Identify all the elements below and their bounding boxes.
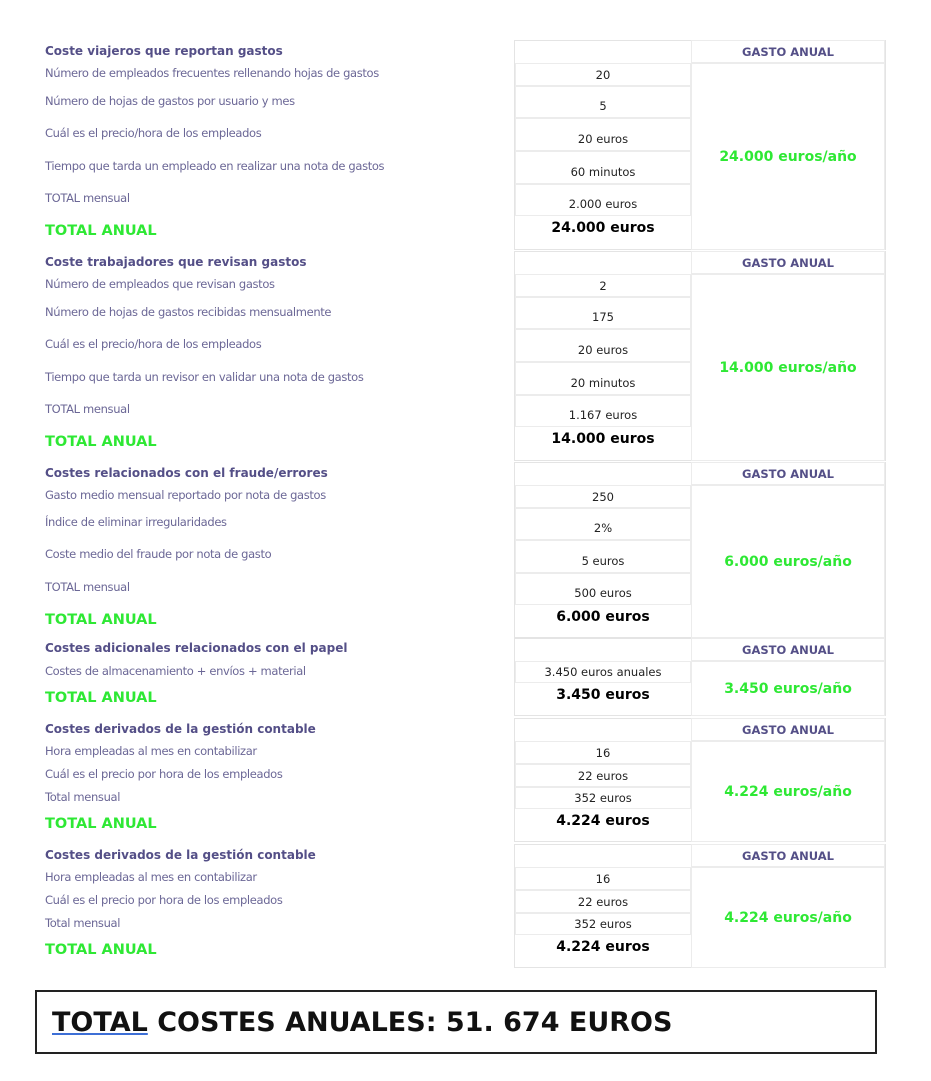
row-value: 2% (515, 508, 691, 540)
total-annual-label: TOTAL ANUAL (45, 434, 157, 450)
total-annual-label: TOTAL ANUAL (45, 690, 157, 706)
row-value: 175 (515, 297, 691, 329)
row-label: Número de empleados frecuentes rellenando hojas de gastos (45, 66, 379, 80)
annual-value: 14.000 euros/año (691, 274, 885, 461)
section-title: Costes adicionales relacionados con el papel (45, 641, 348, 655)
row-label: Tiempo que tarda un revisor en validar una nota de gastos (45, 370, 364, 384)
total-annual-value: 3.450 euros (556, 687, 650, 703)
row-value: 250 (515, 485, 691, 508)
section-title: Coste trabajadores que revisan gastos (45, 255, 307, 269)
section-title: Coste viajeros que reportan gastos (45, 44, 283, 58)
row-value: 16 (515, 867, 691, 890)
row-label: Número de hojas de gastos recibidas mensualmente (45, 305, 332, 319)
row-label: Costes de almacenamiento + envíos + material (45, 664, 306, 678)
annual-header: GASTO ANUAL (691, 718, 885, 741)
total-annual-value: 6.000 euros (556, 609, 650, 625)
section-title: Costes derivados de la gestión contable (45, 722, 316, 736)
row-label: Índice de eliminar irregularidades (45, 515, 227, 529)
row-value: 3.450 euros anuales (515, 661, 691, 683)
total-costs-text: COSTES ANUALES: 51. 674 EUROS (147, 1006, 673, 1038)
row-label: Coste medio del fraude por nota de gasto (45, 547, 272, 561)
row-label: Cuál es el precio por hora de los empleados (45, 767, 283, 781)
annual-header: GASTO ANUAL (691, 844, 885, 867)
row-value: 20 minutos (515, 362, 691, 395)
row-value: 5 (515, 86, 691, 118)
row-value: 352 euros (515, 787, 691, 809)
row-value: 5 euros (515, 540, 691, 573)
annual-value: 3.450 euros/año (691, 661, 885, 716)
total-word: TOTAL (52, 1006, 148, 1038)
row-value: 2.000 euros (515, 184, 691, 216)
row-label: Tiempo que tarda un empleado en realizar una nota de gastos (45, 159, 385, 173)
row-value: 20 (515, 63, 691, 86)
row-label: Hora empleadas al mes en contabilizar (45, 744, 257, 758)
row-label: Total mensual (45, 790, 121, 804)
section-title: Costes derivados de la gestión contable (45, 848, 316, 862)
annual-header: GASTO ANUAL (691, 638, 885, 661)
row-label: TOTAL mensual (45, 191, 130, 205)
row-label: Total mensual (45, 916, 121, 930)
row-label: Cuál es el precio por hora de los empleados (45, 893, 283, 907)
row-label: TOTAL mensual (45, 402, 130, 416)
total-annual-label: TOTAL ANUAL (45, 223, 157, 239)
row-value: 22 euros (515, 764, 691, 787)
annual-header: GASTO ANUAL (691, 40, 885, 63)
row-value: 16 (515, 741, 691, 764)
row-value: 22 euros (515, 890, 691, 913)
row-value: 352 euros (515, 913, 691, 935)
total-annual-label: TOTAL ANUAL (45, 942, 157, 958)
total-annual-value: 24.000 euros (551, 220, 655, 236)
total-annual-costs-box (35, 990, 877, 1054)
row-label: Cuál es el precio/hora de los empleados (45, 126, 262, 140)
total-annual-value: 4.224 euros (556, 813, 650, 829)
row-label: Número de empleados que revisan gastos (45, 277, 275, 291)
total-annual-label: TOTAL ANUAL (45, 816, 157, 832)
row-value: 20 euros (515, 118, 691, 151)
annual-value: 4.224 euros/año (691, 867, 885, 968)
row-value: 20 euros (515, 329, 691, 362)
row-label: Cuál es el precio/hora de los empleados (45, 337, 262, 351)
row-value: 2 (515, 274, 691, 297)
row-label: Gasto medio mensual reportado por nota de gastos (45, 488, 326, 502)
annual-value: 24.000 euros/año (691, 63, 885, 250)
total-annual-value: 4.224 euros (556, 939, 650, 955)
annual-value: 6.000 euros/año (691, 485, 885, 638)
row-value: 1.167 euros (515, 395, 691, 427)
annual-value: 4.224 euros/año (691, 741, 885, 842)
section-title: Costes relacionados con el fraude/errores (45, 466, 328, 480)
total-annual-label: TOTAL ANUAL (45, 612, 157, 628)
annual-header: GASTO ANUAL (691, 462, 885, 485)
row-label: TOTAL mensual (45, 580, 130, 594)
row-label: Hora empleadas al mes en contabilizar (45, 870, 257, 884)
row-label: Número de hojas de gastos por usuario y mes (45, 94, 295, 108)
row-value: 500 euros (515, 573, 691, 605)
annual-header: GASTO ANUAL (691, 251, 885, 274)
total-annual-value: 14.000 euros (551, 431, 655, 447)
row-value: 60 minutos (515, 151, 691, 184)
